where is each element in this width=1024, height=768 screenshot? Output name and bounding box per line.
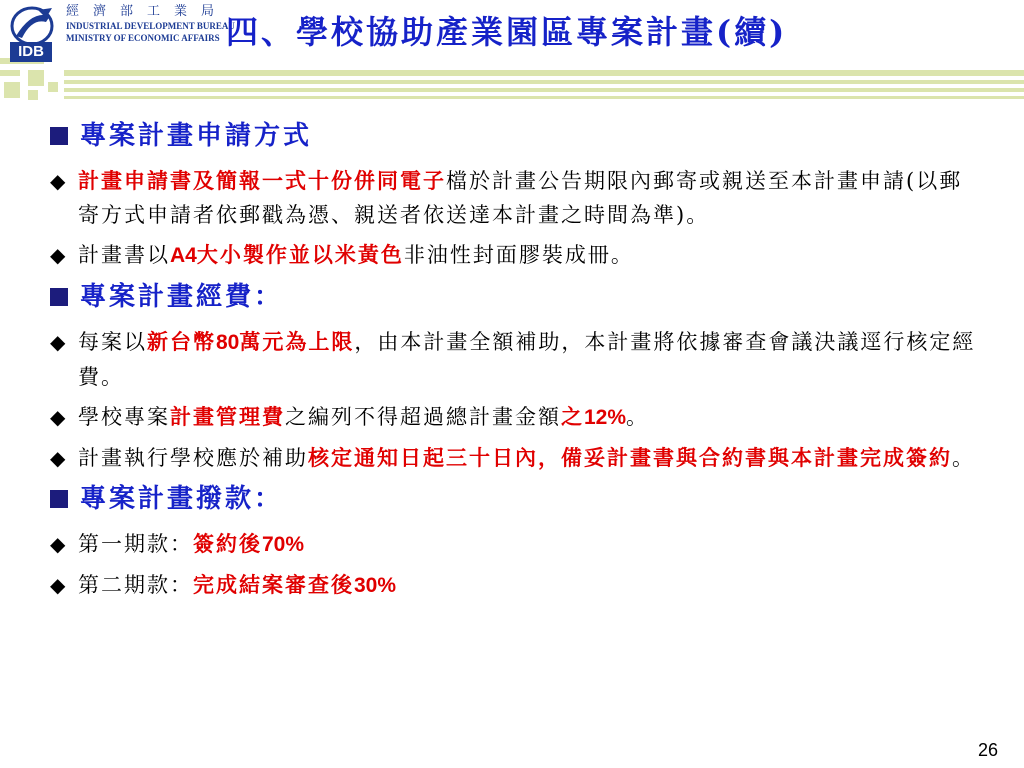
square-bullet-icon bbox=[50, 127, 68, 145]
org-name-english-1: INDUSTRIAL DEVELOPMENT BUREAU bbox=[66, 21, 235, 31]
list-item: ◆ 計畫申請書及簡報一式十份併同電子檔於計畫公告期限內郵寄或親送至本計畫申請(以郵寄方式申請者依郵戳為憑、親送者依送達本計畫之時間為準)。 bbox=[48, 164, 978, 232]
square-bullet-icon bbox=[50, 288, 68, 306]
section-heading: 專案計畫經費： bbox=[48, 279, 978, 315]
slide-header bbox=[0, 0, 1024, 104]
idb-logo bbox=[8, 6, 60, 58]
section-heading: 專案計畫撥款： bbox=[48, 481, 978, 517]
diamond-bullet-icon: ◆ bbox=[50, 405, 68, 429]
list-item: ◆ 第一期款：簽約後70% bbox=[48, 527, 978, 562]
logo-label: IDB bbox=[10, 42, 52, 62]
diamond-bullet-icon: ◆ bbox=[50, 330, 68, 354]
diamond-bullet-icon: ◆ bbox=[50, 243, 68, 267]
slide-content bbox=[48, 118, 978, 609]
diamond-bullet-icon: ◆ bbox=[50, 532, 68, 556]
org-name-english-2: MINISTRY OF ECONOMIC AFFAIRS bbox=[66, 33, 220, 43]
section-heading: 專案計畫申請方式 bbox=[48, 118, 978, 154]
page-number: 26 bbox=[978, 740, 999, 760]
decorative-stripes bbox=[0, 58, 1024, 104]
list-item: ◆ 計畫書以A4大小製作並以米黃色非油性封面膠裝成冊。 bbox=[48, 238, 978, 273]
organization-name bbox=[66, 4, 235, 44]
slide-title: 四、學校協助產業園區專案計畫(續) bbox=[226, 13, 788, 51]
logo-emblem-icon bbox=[8, 6, 58, 46]
diamond-bullet-icon: ◆ bbox=[50, 573, 68, 597]
list-item: ◆ 計畫執行學校應於補助核定通知日起三十日內，備妥計畫書與合約書與本計畫完成簽約。 bbox=[48, 441, 978, 475]
org-name-chinese: 經濟部工業局 bbox=[66, 4, 229, 19]
diamond-bullet-icon: ◆ bbox=[50, 169, 68, 193]
list-item: ◆ 學校專案計畫管理費之編列不得超過總計畫金額之12%。 bbox=[48, 400, 978, 435]
list-item: ◆ 第二期款：完成結案審查後30% bbox=[48, 568, 978, 603]
square-bullet-icon bbox=[50, 490, 68, 508]
diamond-bullet-icon: ◆ bbox=[50, 446, 68, 470]
list-item: ◆ 每案以新台幣80萬元為上限，由本計畫全額補助，本計畫將依據審查會議決議逕行核定經費。 bbox=[48, 325, 978, 394]
